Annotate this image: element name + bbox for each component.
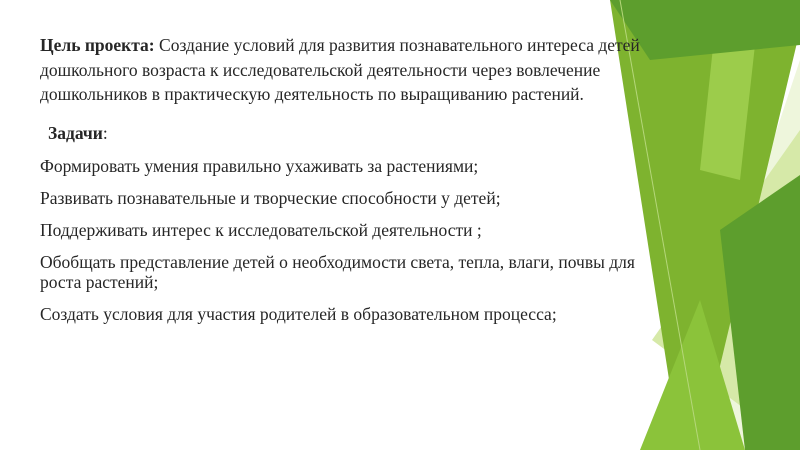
slide-content: [40, 33, 640, 324]
project-goal: [40, 33, 640, 107]
goal-text: Создание условий для развития познавательного интереса детей дошкольного возраста к исследовательской деятельности через вовлечение дошкольников в практическую деятельность по выращиванию растений.: [40, 35, 640, 104]
tasks-heading-colon: :: [102, 122, 108, 143]
tasks-heading-label: Задачи: [48, 122, 103, 143]
task-item: Обобщать представление детей о необходимости света, тепла, влаги, почвы для роста растений;: [40, 251, 635, 292]
task-item: Поддерживать интерес к исследовательской деятельности ;: [40, 219, 482, 240]
task-item: Создать условия для участия родителей в образовательном процесса;: [40, 303, 557, 324]
goal-label: Цель проекта:: [40, 35, 155, 55]
task-item: Формировать умения правильно ухаживать за растениями;: [40, 155, 479, 176]
task-item: Развивать познавательные и творческие способности у детей;: [40, 187, 501, 208]
tasks-heading: [48, 122, 640, 144]
